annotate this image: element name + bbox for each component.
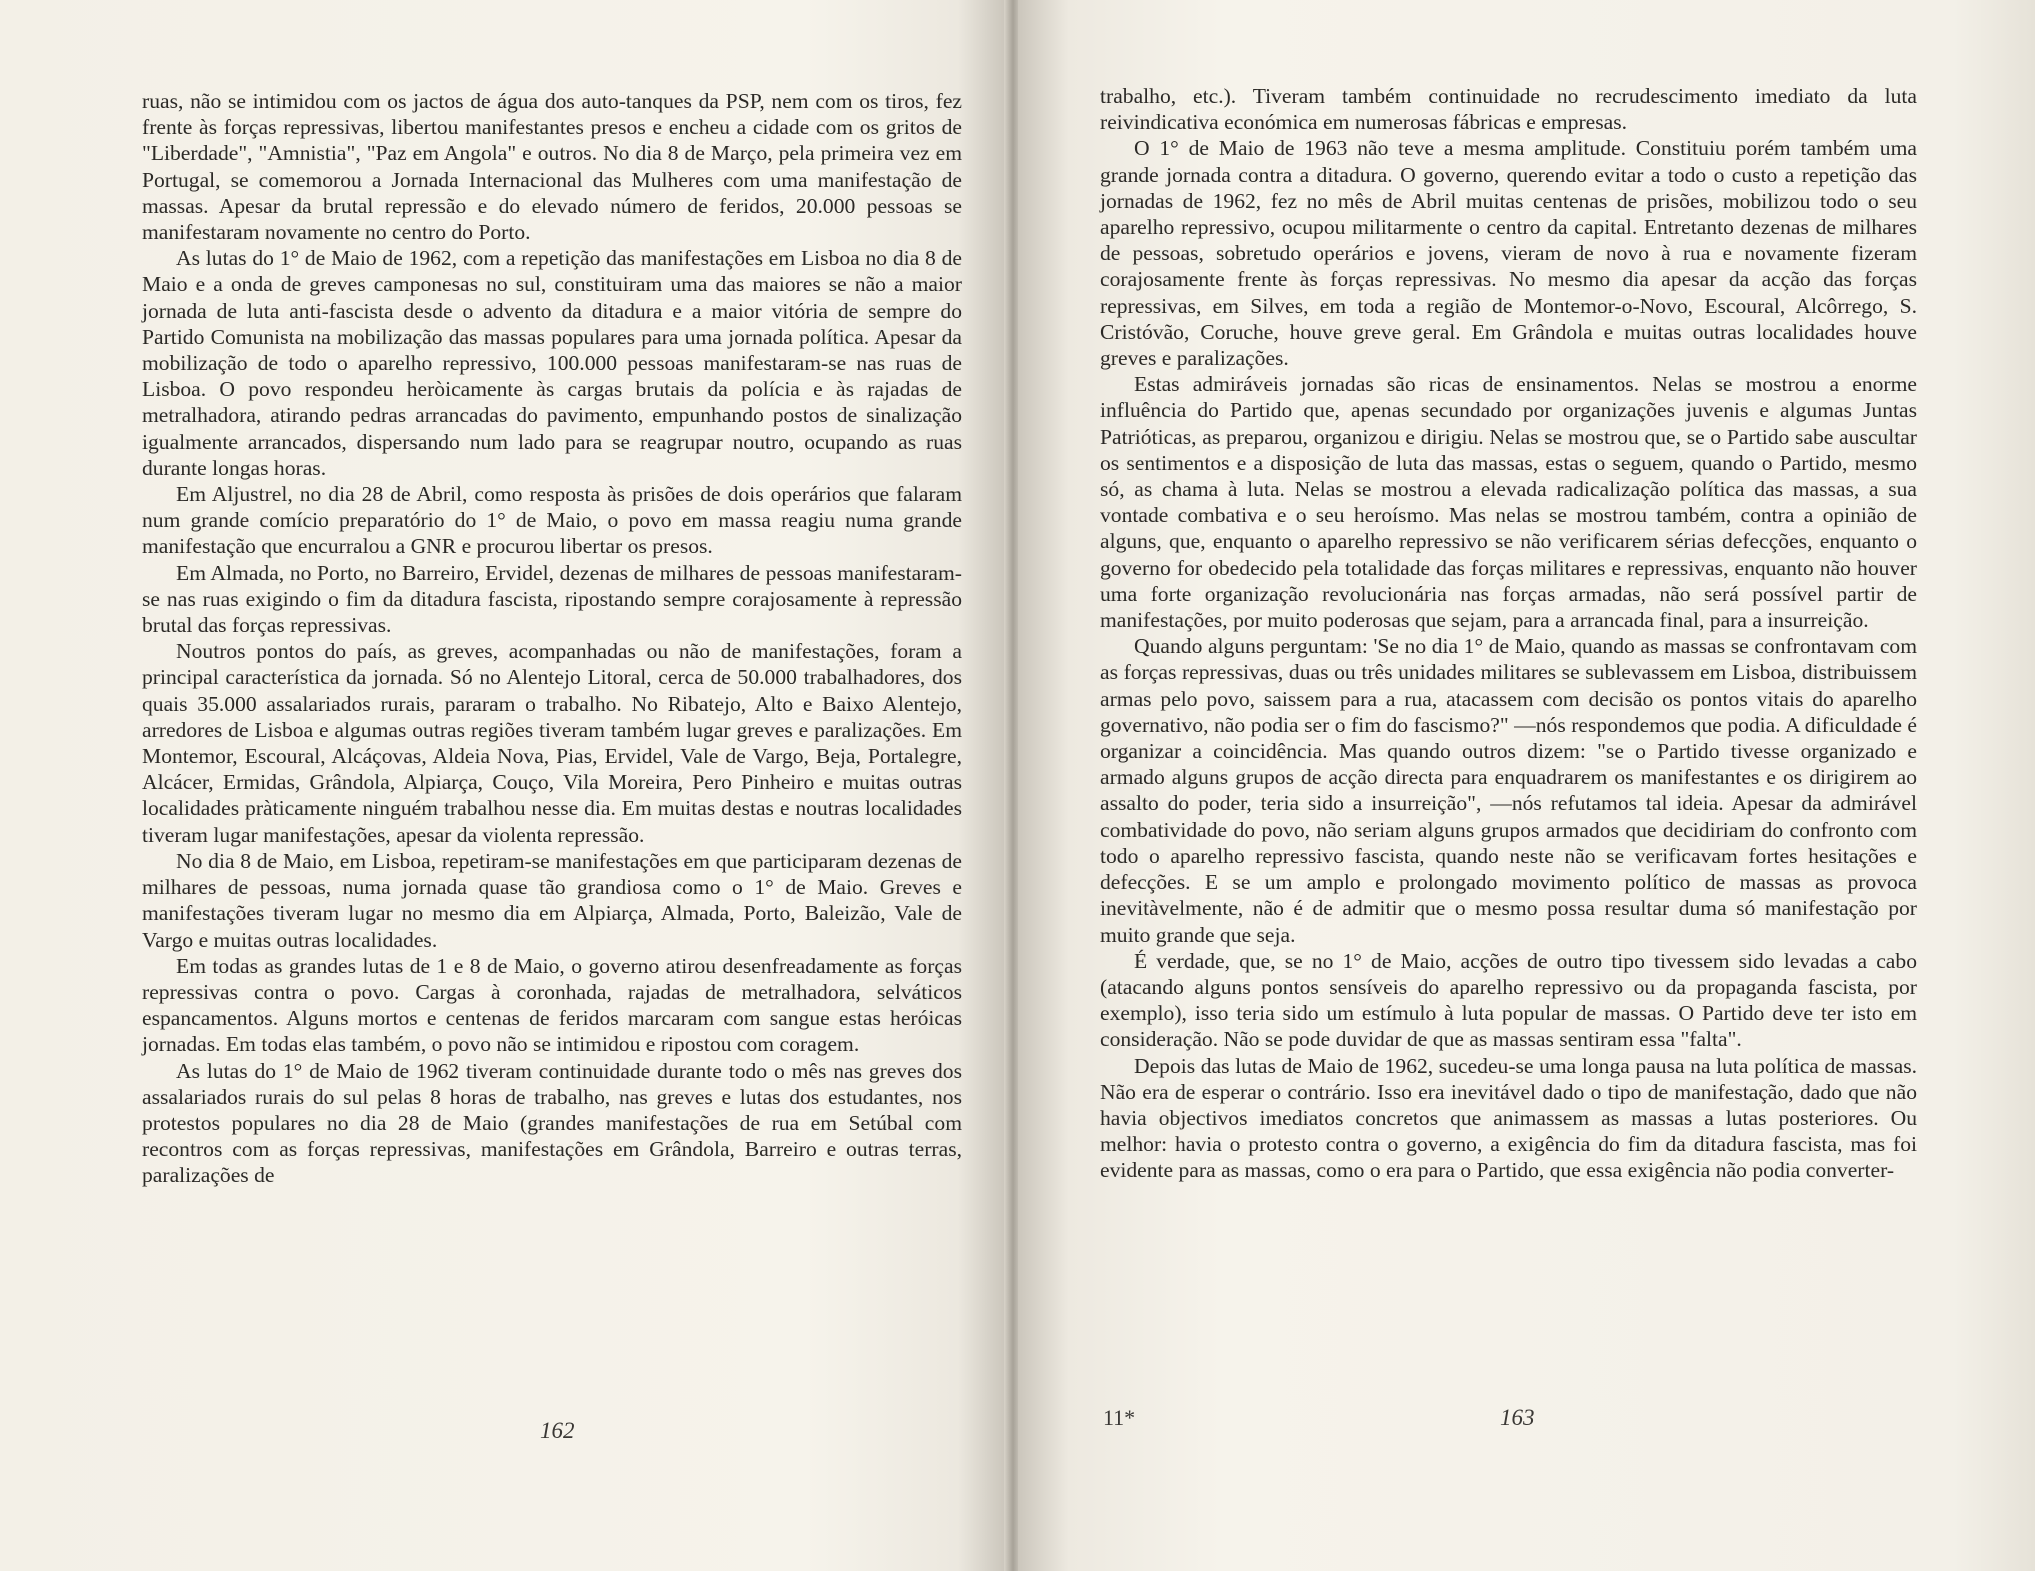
paragraph: O 1° de Maio de 1963 não teve a mesma amplitude. Constituiu porém também uma grande jornada contra a ditadura. O governo, querendo evitar a todo o custo a repetição das jornadas de 1962, fez no mês de Abril muitas centenas de prisões, mobilizou todo o seu aparelho repressivo, ocupou militarmente o centro da capital. Entretanto dezenas de milhares de pessoas, sobretudo operários e jovens, vieram de novo à rua e novamente fizeram corajosamente frente às forças repressivas. No mesmo dia apesar da acção das forças repressivas, em Silves, em toda a região de Montemor-o-Novo, Escoural, Alcôrrego, S. Cristóvão, Coruche, houve greve geral. Em Grândola e muitas outras localidades houve greves e paralizações. (1100, 136, 1917, 371)
paragraph: Quando alguns perguntam: 'Se no dia 1° de Maio, quando as massas se confrontavam com as forças repressivas, duas ou três unidades militares se sublevassem em Lisboa, distribuissem armas pelo povo, saissem para a rua, atacassem com decisão os pontos vitais do aparelho governativo, não podia ser o fim do fascismo?" —nós respondemos que podia. A dificuldade é organizar a coincidência. Mas quando outros dizem: "se o Partido tivesse organizado e armado alguns grupos de acção directa para enquadrarem os manifestantes e os dirigirem ao assalto do poder, teria sido a insurreição", —nós refutamos tal ideia. Apesar da admirável combatividade do povo, não seriam alguns grupos armados que decidiriam do confronto com todo o aparelho repressivo fascista, quando neste não se verificavam fortes hesitações e defecções. E se um amplo e prolongado movimento político de massas as provoca inevitàvelmente, não é de admitir que o mesmo possa resultar duma só manifestação por muito grande que seja. (1100, 634, 1917, 947)
left-page-text (142, 88, 962, 1189)
paragraph: Em todas as grandes lutas de 1 e 8 de Maio, o governo atirou desenfreadamente as forças repressivas contra o povo. Cargas à coronhada, rajadas de metralhadora, selváticos espancamentos. Alguns mortos e centenas de feridos marcaram com sangue estas heróicas jornadas. Em todas elas também, o povo não se intimidou e ripostou com coragem. (142, 953, 962, 1057)
paragraph: Em Almada, no Porto, no Barreiro, Ervidel, dezenas de milhares de pessoas manifestaram-se nas ruas exigindo o fim da ditadura fascista, ripostando sempre corajosamente à repressão brutal das forças repressivas. (142, 560, 962, 638)
paragraph: Estas admiráveis jornadas são ricas de ensinamentos. Nelas se mostrou a enorme influência do Partido que, apenas secundado por organizações juvenis e algumas Juntas Patrióticas, as preparou, organizou e dirigiu. Nelas se mostrou que, se o Partido sabe auscultar os sentimentos e a disposição de luta das massas, estas o seguem, quando o Partido, mesmo só, as chama à luta. Nelas se mostrou a elevada radicalização política das massas, a sua vontade combativa e o seu heroísmo. Mas nelas se mostrou também, contra a opinião de alguns, que, enquanto o aparelho repressivo se não verificarem sérias defecções, enquanto o governo for obedecido pela totalidade das forças militares e repressivas, enquanto não houver uma forte organização revolucionária nas forças armadas, não será possível partir de manifestações, por muito poderosas que sejam, para a arrancada final, para a insurreição. (1100, 372, 1917, 633)
page-number-left: 162 (540, 1418, 575, 1443)
paragraph: ruas, não se intimidou com os jactos de água dos auto-tanques da PSP, nem com os tiros, fez frente às forças repressivas, libertou manifestantes presos e encheu a cidade com os gritos de "Liberdade", "Amnistia", "Paz em Angola" e outros. No dia 8 de Março, pela primeira vez em Portugal, se comemorou a Jornada Internacional das Mulheres com uma manifestação de massas. Apesar da brutal repressão e do elevado número de feridos, 20.000 pessoas se manifestaram novamente no centro do Porto. (142, 89, 962, 245)
left-page (0, 0, 1008, 1571)
paragraph: trabalho, etc.). Tiveram também continuidade no recrudescimento imediato da luta reivindicativa económica em numerosas fábricas e empresas. (1100, 84, 1917, 135)
paragraph: Depois das lutas de Maio de 1962, sucedeu-se uma longa pausa na luta política de massas. Não era de esperar o contrário. Isso era inevitável dado o tipo de manifestação, dado que não havia objectivos imediatos concretos que animassem as massas a lutas posteriores. Ou melhor: havia o protesto contra o governo, a exigência do fim da ditadura fascista, mas foi evidente para as massas, como o era para o Partido, que essa exigência não podia converter- (1100, 1053, 1917, 1183)
paragraph: Noutros pontos do país, as greves, acompanhadas ou não de manifestações, foram a principal característica da jornada. Só no Alentejo Litoral, cerca de 50.000 trabalhadores, dos quais 35.000 assalariados rurais, pararam o trabalho. No Ribatejo, Alto e Baixo Alentejo, arredores de Lisboa e algumas outras regiões tiveram também lugar greves e paralizações. Em Montemor, Escoural, Alcáçovas, Aldeia Nova, Pias, Ervidel, Vale de Vargo, Beja, Portalegre, Alcácer, Ermidas, Grândola, Alpiarça, Couço, Vila Moreira, Pero Pinheiro e muitas outras localidades pràticamente ninguém trabalhou nesse dia. Em muitas destas e noutras localidades tiveram lugar manifestações, apesar da violenta repressão. (142, 639, 962, 847)
paragraph: As lutas do 1° de Maio de 1962, com a repetição das manifestações em Lisboa no dia 8 de Maio e a onda de greves camponesas no sul, constituiram uma das maiores se não a maior jornada de luta anti-fascista desde o advento da ditadura e a maior vitória de sempre do Partido Comunista na mobilização das massas populares para uma jornada política. Apesar da mobilização de todo o aparelho repressivo, 100.000 pessoas manifestaram-se nas ruas de Lisboa. O povo respondeu heròicamente às cargas brutais da polícia e às rajadas de metralhadora, atirando pedras arrancadas do pavimento, empunhando postos de sinalização igualmente arrancados, dispersando num lado para se reagrupar noutro, ocupando as ruas durante longas horas. (142, 246, 962, 480)
paragraph: As lutas do 1° de Maio de 1962 tiveram continuidade durante todo o mês nas greves dos assalariados rurais do sul pelas 8 horas de trabalho, nas greves e lutas dos estudantes, nos protestos populares no dia 28 de Maio (grandes manifestações de rua em Setúbal com recontros com as forças repressivas, manifestações em Grândola, Barreiro e outras terras, paralizações de (142, 1058, 962, 1188)
page-number-right: 163 (1500, 1405, 1535, 1430)
paragraph: É verdade, que, se no 1° de Maio, acções de outro tipo tivessem sido levadas a cabo (atacando alguns pontos sensíveis do aparelho repressivo ou da propaganda fascista, por exemplo), isso teria sido um estímulo à luta popular de massas. O Partido deve ter isto em consideração. Não se pode duvidar de que as massas sentiram essa "falta". (1100, 948, 1917, 1052)
right-page (1018, 0, 2035, 1571)
printer-signature-mark: 11* (1103, 1405, 1136, 1430)
paragraph: Em Aljustrel, no dia 28 de Abril, como resposta às prisões de dois operários que falaram num grande comício preparatório do 1° de Maio, o povo em massa reagiu numa grande manifestação que encurralou a GNR e procurou libertar os presos. (142, 482, 962, 559)
right-page-text (1100, 83, 1917, 1184)
paragraph: No dia 8 de Maio, em Lisboa, repetiram-se manifestações em que participaram dezenas de milhares de pessoas, numa jornada quase tão grandiosa como o 1° de Maio. Greves e manifestações tiveram lugar no mesmo dia em Alpiarça, Almada, Porto, Baleizão, Vale de Vargo e muitas outras localidades. (142, 848, 962, 952)
